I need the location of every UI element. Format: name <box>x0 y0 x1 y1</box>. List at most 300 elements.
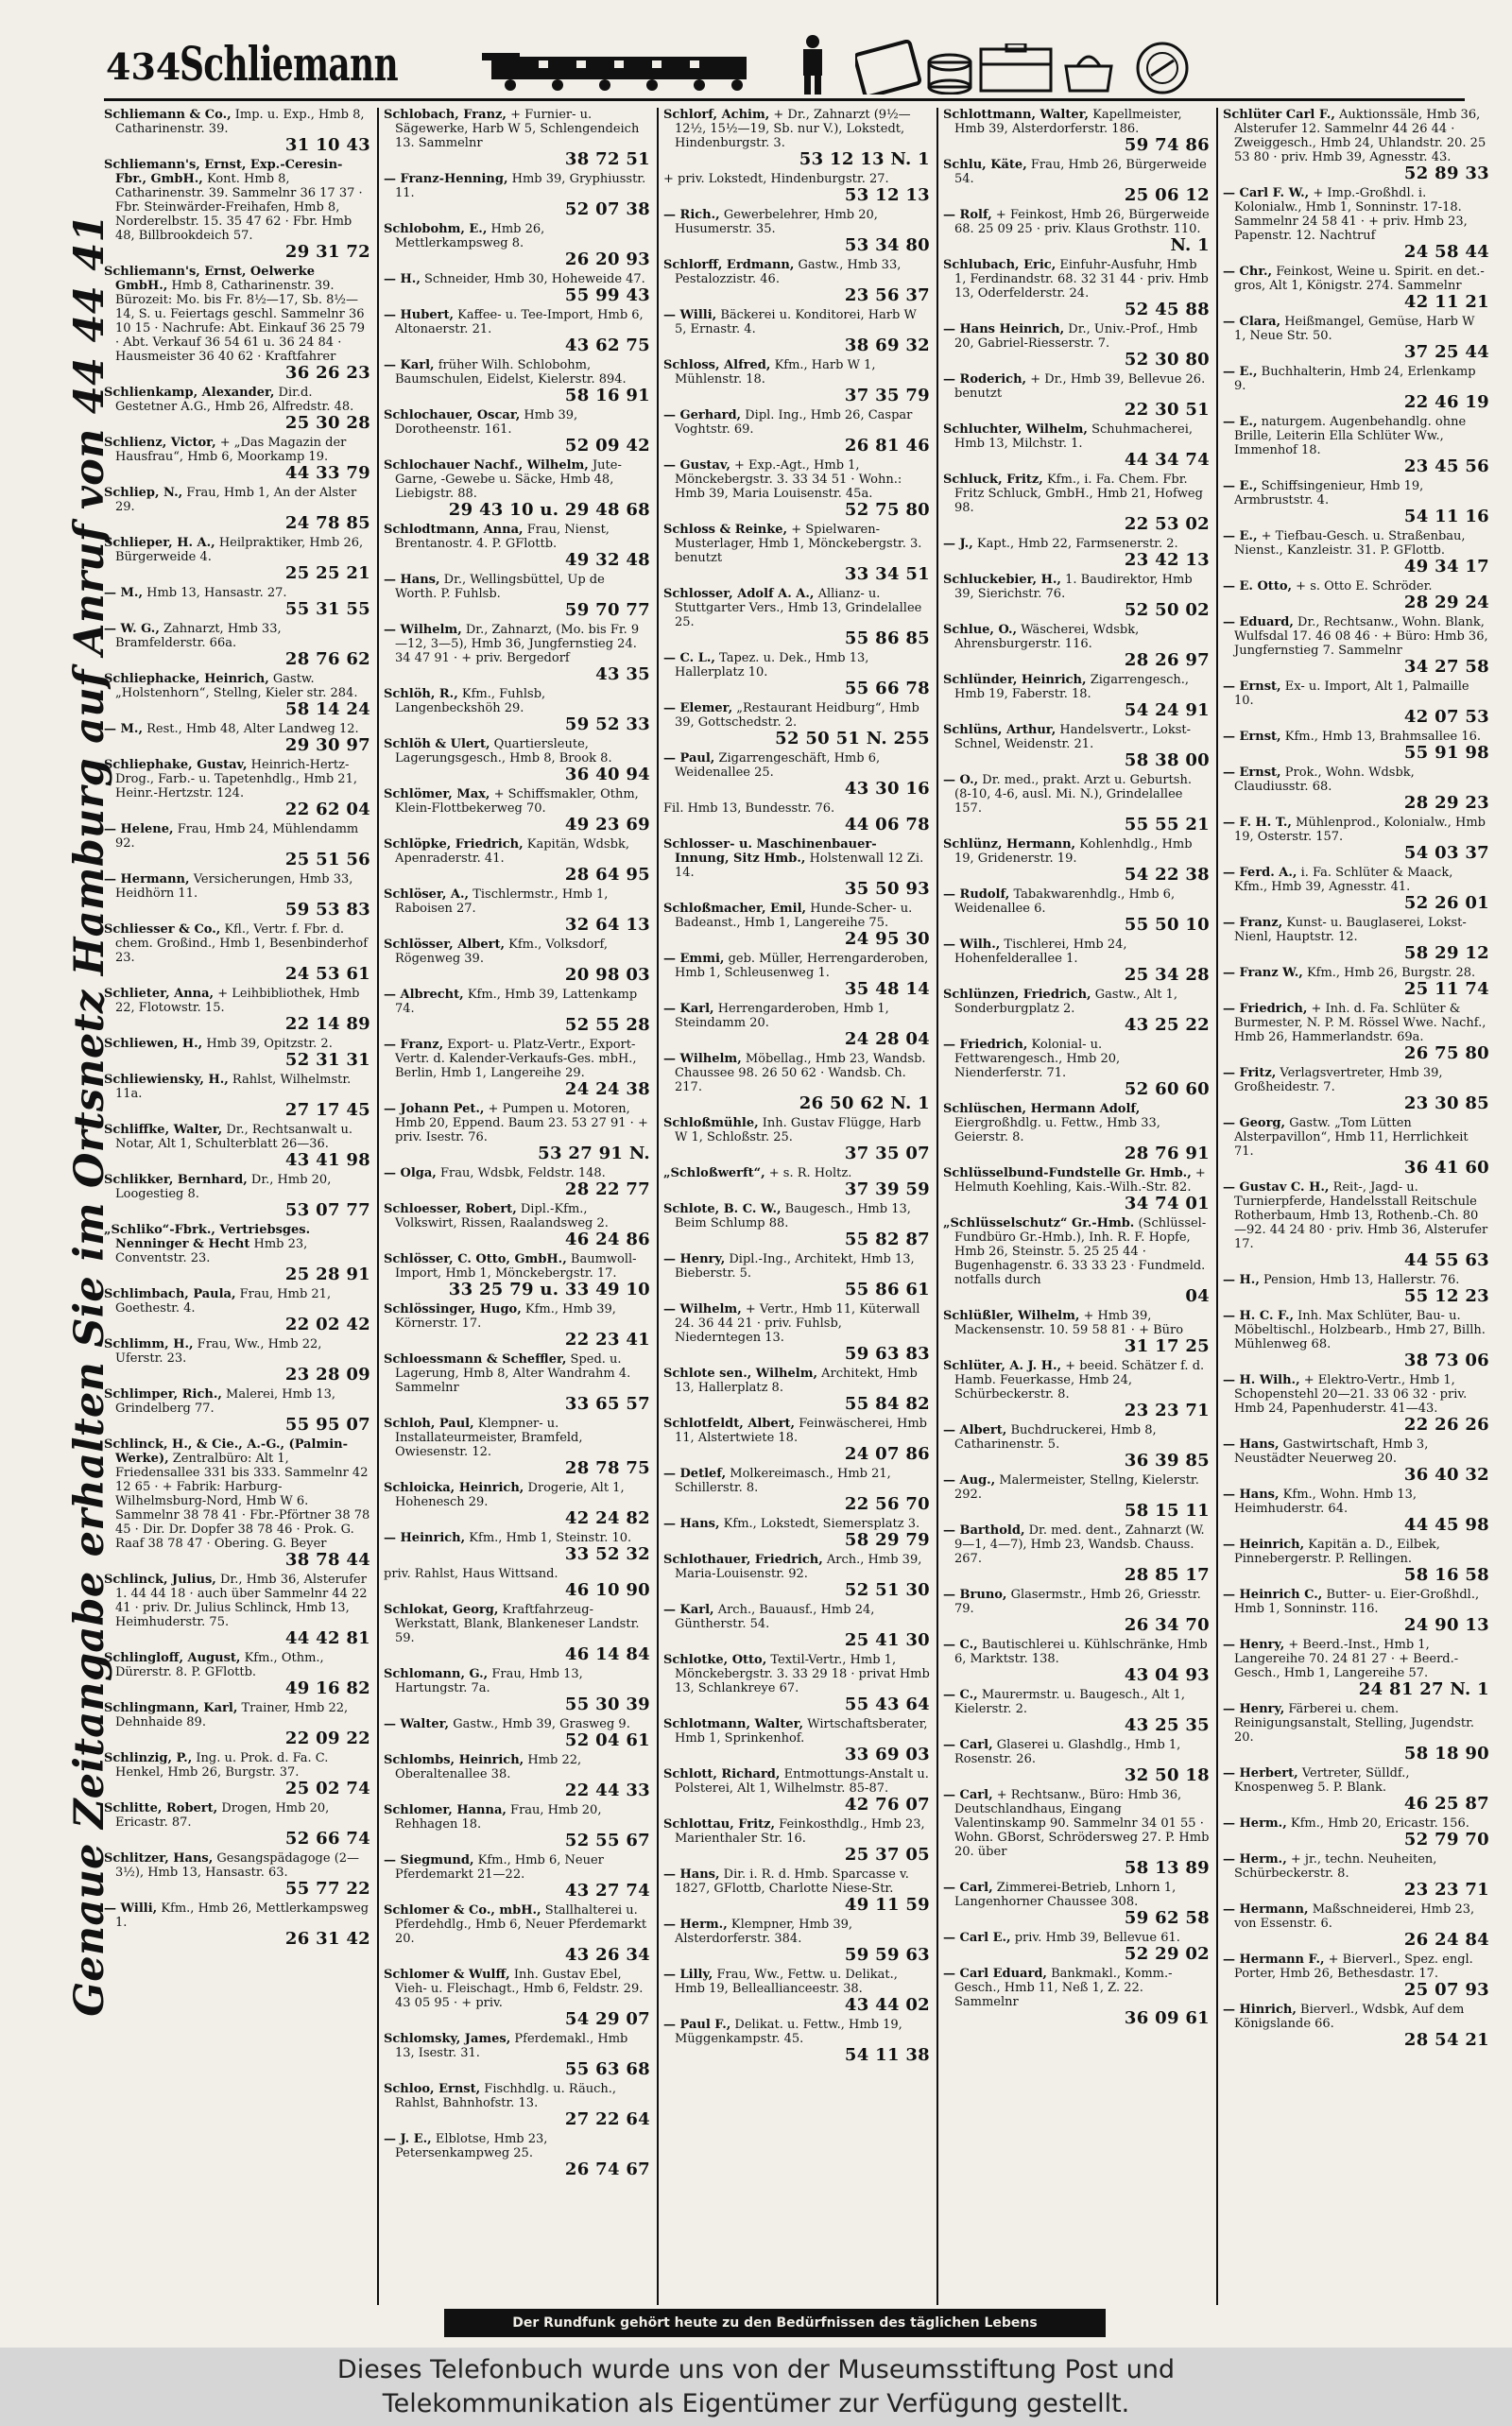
entry-name: — Hans, <box>1223 1488 1280 1502</box>
entry-detail: + Furnier- u. Sägewerke, Harb W 5, Schlengendeich 13. Sammelnr <box>395 108 640 150</box>
entry-detail: Dipl.-Kfm., Volkswirt, Rissen, Raalandsweg 2. <box>395 1202 609 1230</box>
entry-phone-number: 28 54 21 <box>1403 2030 1489 2050</box>
directory-entry <box>943 1688 1210 1735</box>
entry-name: — Georg, <box>1223 1116 1286 1130</box>
entry-phone-number: 53 12 13 N. 1 <box>799 149 930 169</box>
entry-name: — Heinrich, <box>1223 1538 1305 1552</box>
entry-phone-number: 29 30 97 <box>284 735 370 755</box>
entry-name: — Bruno, <box>943 1588 1007 1602</box>
entry-phone-number: 43 44 02 <box>844 1995 930 2015</box>
entry-name: Schlünz, Hermann, <box>943 837 1076 852</box>
directory-entry <box>384 2132 650 2179</box>
entry-name: „Schlüsselschutz“ Gr.-Hmb. <box>943 1216 1135 1230</box>
directory-entry <box>104 108 370 155</box>
entry-phone-number: 20 98 03 <box>564 965 650 985</box>
directory-entry <box>104 1437 370 1570</box>
entry-name: Schlosser- u. Maschinenbauer-Innung, Sitz Hmb., <box>663 837 877 866</box>
directory-entry <box>1223 1766 1489 1814</box>
entry-phone-number: 23 45 56 <box>1403 456 1489 476</box>
entry-phone-number: 52 51 30 <box>844 1580 930 1600</box>
entry-detail: Trainer, Hmb 22, Dehnhaide 89. <box>115 1701 349 1729</box>
entry-name: Schlikker, Bernhard, <box>104 1173 248 1187</box>
handbag-icon <box>1060 47 1117 95</box>
entry-name: — Emmi, <box>663 952 725 966</box>
entry-detail: Inh. Max Schlüter, Bau- u. Möbeltischl., Holzbearb., Hmb 27, Billh. Mühlenweg 68. <box>1234 1309 1486 1351</box>
directory-column <box>104 108 370 2305</box>
entry-detail: Kohlenhdlg., Hmb 19, Gridenerstr. 19. <box>954 837 1193 866</box>
directory-entry <box>663 1517 930 1550</box>
entry-name: — Willi, <box>104 1901 158 1916</box>
entry-phone-number: 54 22 38 <box>1124 865 1210 885</box>
directory-entry <box>663 358 930 405</box>
entry-name: — M., <box>104 586 143 600</box>
directory-entry <box>384 787 650 834</box>
entry-detail: Arch., Hmb 39, Maria-Louisenstr. 92. <box>675 1553 922 1581</box>
entry-detail: + Dr., Zahnarzt (9½—12½, 15½—19, Sb. nur V.), Lokstedt, Hindenburgstr. 3. <box>675 108 911 150</box>
directory-entry <box>384 1567 650 1600</box>
entry-phone-number: 43 62 75 <box>564 336 650 355</box>
entry-name: Schlombs, Heinrich, <box>384 1753 524 1767</box>
directory-column <box>1223 108 1489 2305</box>
entry-detail: Hunde-Scher- u. Badeanst., Hmb 1, Langereihe 75. <box>675 902 913 930</box>
directory-entry <box>104 872 370 920</box>
entry-phone-number: 59 59 63 <box>844 1945 930 1965</box>
entry-detail: Kfm., Hmb 1, Steinstr. 10. <box>469 1531 632 1545</box>
entry-detail: Malermeister, Stellng, Kielerstr. 292. <box>954 1473 1199 1502</box>
entry-phone-number: 25 30 28 <box>284 413 370 433</box>
directory-entry <box>384 1102 650 1163</box>
entry-name: — Wilhelm, <box>663 1302 742 1316</box>
entry-phone-number: 55 84 82 <box>844 1394 930 1414</box>
entry-name: Schloss & Reinke, <box>663 523 788 537</box>
entry-name: — C., <box>943 1638 978 1652</box>
entry-name: Schlüschen, Hermann Adolf, <box>943 1102 1141 1116</box>
directory-entry <box>104 1651 370 1698</box>
entry-name: — Ernst, <box>1223 680 1281 694</box>
entry-name: Schlösser, Albert, <box>384 938 505 952</box>
directory-entry <box>1223 1180 1489 1270</box>
entry-detail: Baumwoll-Import, Hmb 1, Mönckebergstr. 17. <box>395 1252 637 1281</box>
directory-entry <box>943 208 1210 255</box>
directory-entry <box>384 1038 650 1099</box>
entry-phone-number: 42 11 21 <box>1403 292 1489 312</box>
entry-name: — Herm., <box>1223 1816 1287 1831</box>
entry-phone-number: 55 63 68 <box>564 2059 650 2079</box>
entry-name: — Hans, <box>384 573 440 587</box>
entry-name: Schluchter, Wilhelm, <box>943 422 1088 437</box>
entry-detail: + Inh. d. Fa. Schlüter & Burmester, N. P. M. Rössel Wwe. Nachf., Hmb 26, Hammerlandstr. 69a. <box>1234 1002 1486 1044</box>
directory-entry <box>943 473 1210 534</box>
entry-detail: Dr., Wellingsbüttel, Up de Worth. P. Fuhlsb. <box>395 573 605 601</box>
directory-entry <box>104 1073 370 1120</box>
entry-phone-number: 55 86 85 <box>844 628 930 648</box>
entry-phone-number: 26 34 70 <box>1124 1615 1210 1635</box>
entry-phone-number: 32 50 18 <box>1124 1765 1210 1785</box>
entry-name: Schlienz, Victor, <box>104 436 216 450</box>
directory-column <box>384 108 650 2305</box>
entry-detail: Dr., Univ.-Prof., Hmb 20, Gabriel-Riesserstr. 7. <box>954 322 1198 351</box>
directory-entry <box>384 108 650 169</box>
directory-entry <box>384 458 650 520</box>
entry-phone-number: 59 53 83 <box>284 900 370 920</box>
entry-name: — Friedrich, <box>1223 1002 1308 1016</box>
entry-name: Schlothauer, Friedrich, <box>663 1553 823 1567</box>
directory-entry <box>943 258 1210 319</box>
entry-phone-number: 22 23 41 <box>564 1330 650 1350</box>
entry-detail: Export- u. Platz-Vertr., Export-Vertr. d. Kalender-Verkaufs-Ges. mbH., Berlin, Hmb 1, Langereihe 29. <box>395 1038 637 1080</box>
entry-name: — Heinrich, <box>384 1531 466 1545</box>
entry-name: — E., <box>1223 415 1258 429</box>
entry-phone-number: 28 76 91 <box>1124 1144 1210 1163</box>
entry-phone-number: 25 51 56 <box>284 850 370 869</box>
entry-name: Schlüns, Arthur, <box>943 723 1057 737</box>
entry-phone-number: 55 95 07 <box>284 1415 370 1435</box>
directory-entry <box>104 758 370 819</box>
directory-entry <box>384 222 650 269</box>
entry-name: Schlimm, H., <box>104 1337 194 1351</box>
entry-phone-number: 34 27 58 <box>1403 657 1489 677</box>
entry-phone-number: 22 26 26 <box>1403 1415 1489 1435</box>
entry-detail: Inh. Gustav Flügge, Harb W 1, Schloßstr. 25. <box>675 1116 921 1144</box>
directory-entry <box>104 486 370 533</box>
entry-phone-number: 25 07 93 <box>1403 1980 1489 2000</box>
entry-phone-number: 52 55 28 <box>564 1015 650 1035</box>
entry-detail: Elblotse, Hmb 23, Petersenkampweg 25. <box>395 2132 548 2160</box>
entry-phone-number: 52 89 33 <box>1403 163 1489 183</box>
directory-entry <box>1223 415 1489 476</box>
entry-phone-number: 29 31 72 <box>284 242 370 262</box>
entry-name: — Wilhelm, <box>384 623 462 637</box>
entry-name: Schloßmacher, Emil, <box>663 902 807 916</box>
entry-phone-number: 43 25 35 <box>1124 1715 1210 1735</box>
entry-phone-number: 38 73 06 <box>1403 1351 1489 1370</box>
entry-phone-number: 59 70 77 <box>564 600 650 620</box>
entry-phone-number: 24 81 27 N. 1 <box>1358 1679 1489 1699</box>
directory-entry <box>1223 186 1489 262</box>
entry-detail: Kfm., Hmb 26, Mettlerkampsweg 1. <box>115 1901 369 1930</box>
entry-phone-number: 26 81 46 <box>844 436 930 456</box>
entry-detail: Rest., Hmb 48, Alter Landweg 12. <box>146 722 359 736</box>
entry-name: Schlokat, Georg, <box>384 1603 499 1617</box>
entry-name: — Gustav, <box>663 458 730 473</box>
entry-detail: Dr. med. dent., Zahnarzt (W. 9—1, 4—7), Hmb 23, Wandsb. Chauss. 267. <box>954 1523 1205 1566</box>
entry-phone-number: 27 17 45 <box>284 1100 370 1120</box>
entry-name: — H., <box>1223 1273 1260 1287</box>
entry-name: — Albert, <box>943 1423 1007 1437</box>
directory-entry <box>104 1123 370 1170</box>
entry-name: Schlöpke, Friedrich, <box>384 837 524 852</box>
entry-name: — Wilh., <box>943 938 1001 952</box>
entry-name: Schlomer, Hanna, <box>384 1803 507 1817</box>
entry-phone-number: 55 66 78 <box>844 679 930 698</box>
entry-detail: Jute-Garne, -Gewebe u. Säcke, Hmb 48, Liebigstr. 88. <box>395 458 622 501</box>
entry-phone-number: 26 24 84 <box>1403 1930 1489 1950</box>
entry-detail: Holstenwall 12 Zi. 14. <box>675 852 924 880</box>
directory-entry <box>104 1337 370 1385</box>
entry-name: — Friedrich, <box>943 1038 1028 1052</box>
entry-detail: Färberei u. chem. Reinigungsanstalt, Stelling, Jugendstr. 20. <box>1234 1702 1475 1745</box>
entry-detail: Dir.d. Gestetner A.G., Hmb 26, Alfredstr. 48. <box>115 386 354 414</box>
directory-entry <box>384 272 650 305</box>
entry-name: Schlünzen, Friedrich, <box>943 988 1091 1002</box>
entry-phone-number: 29 43 10 u. 29 48 68 <box>448 500 650 520</box>
entry-detail: Hmb 26, Mettlerkampsweg 8. <box>395 222 545 250</box>
directory-entry <box>663 1252 930 1299</box>
directory-entry <box>1223 1116 1489 1178</box>
page-header <box>104 28 1465 104</box>
directory-entry <box>104 1801 370 1849</box>
entry-phone-number: 52 31 31 <box>284 1050 370 1070</box>
entry-detail: Hmb 22, Oberaltenallee 38. <box>395 1753 582 1781</box>
directory-entry <box>104 1751 370 1798</box>
directory-entry <box>943 623 1210 670</box>
entry-phone-number: 58 14 24 <box>284 699 370 719</box>
directory-entry <box>663 1166 930 1199</box>
entry-phone-number: 31 17 25 <box>1124 1336 1210 1356</box>
entry-phone-number: 37 35 07 <box>844 1144 930 1163</box>
entry-name: — Roderich, <box>943 372 1027 387</box>
entry-detail: + s. Otto E. Schröder. <box>1296 579 1433 594</box>
entry-phone-number: 55 77 22 <box>284 1879 370 1899</box>
directory-entry <box>384 2082 650 2129</box>
entry-phone-number: 22 46 19 <box>1403 392 1489 412</box>
entry-phone-number: 43 25 22 <box>1124 1015 1210 1035</box>
entry-detail: Reit-, Jagd- u. Turnierpferde, Handelsstall Reitschule Rotherbaum, Hmb 13, Rothenb.-Ch. 80—92. 44 24 80 · priv. Hmb 36, Alsterufer 17. <box>1234 1180 1488 1251</box>
entry-detail: Frau, Hmb 13, Hartungstr. 7a. <box>395 1667 583 1695</box>
directory-entry <box>1223 2003 1489 2050</box>
entry-name: — H., <box>384 272 421 286</box>
entry-name: — Rudolf, <box>943 887 1010 902</box>
entry-phone-number: 24 78 85 <box>284 513 370 533</box>
directory-entry <box>104 586 370 619</box>
entry-phone-number: 25 37 05 <box>844 1845 930 1865</box>
column-rule <box>377 108 379 2305</box>
entry-name: Schlote, B. C. W., <box>663 1202 782 1216</box>
entry-name: — Ernst, <box>1223 766 1281 780</box>
entry-name: Schlomsky, James, <box>384 2032 511 2046</box>
entry-name: Schloh, Paul, <box>384 1417 474 1431</box>
entry-detail: Heinrich-Hertz-Drog., Farb.- u. Tapetenhdlg., Hmb 21, Heinr.-Hertzstr. 124. <box>115 758 357 800</box>
directory-entry <box>104 265 370 383</box>
entry-phone-number: 22 30 51 <box>1124 400 1210 420</box>
entry-name: Schliemann's, Ernst, Oelwerke GmbH., <box>104 265 316 293</box>
entry-phone-number: 23 42 13 <box>1124 550 1210 570</box>
entry-name: Schlienkamp, Alexander, <box>104 386 275 400</box>
entry-phone-number: 55 12 23 <box>1403 1286 1489 1306</box>
entry-detail: Buchhalterin, Hmb 24, Erlenkamp 9. <box>1234 365 1476 393</box>
entry-detail: Dr., Rechtsanwalt u. Notar, Alt 1, Schulterblatt 26—36. <box>115 1123 352 1151</box>
entry-detail: Dr., Rechtsanw., Wohn. Blank, Wulfsdal 17. 46 08 46 · + Büro: Hmb 36, Jungfernstieg 7. Sammelnr <box>1234 615 1488 658</box>
directory-entry <box>384 1352 650 1414</box>
directory-entry <box>663 1467 930 1514</box>
directory-entry <box>384 308 650 355</box>
entry-detail: Kont. Hmb 8, Catharinenstr. 39. Sammelnr 36 17 37 · Fbr. Steinwärder-Freihafen, Hmb 8, Norderelbstr. 15. 35 47 62 · Fbr. Hmb 48, Billbrookdeich 57. <box>115 172 363 243</box>
entry-detail: Feinkost, Weine u. Spirit. en det.-gros, Alt 1, Königstr. 274. Sammelnr <box>1234 265 1485 293</box>
entry-name: — M., <box>104 722 143 736</box>
entry-detail: Eiergroßhdlg. u. Fettw., Hmb 33, Geierstr. 8. <box>954 1116 1160 1144</box>
directory-entry <box>663 902 930 949</box>
entry-phone-number: 36 41 60 <box>1403 1158 1489 1178</box>
entry-detail: Gastw., Hmb 33, Pestalozzistr. 46. <box>675 258 902 286</box>
directory-entry <box>943 887 1210 935</box>
directory-entry <box>943 1038 1210 1099</box>
entry-phone-number: 55 30 39 <box>564 1695 650 1714</box>
entry-detail: Prok., Wohn. Wdsbk, Claudiusstr. 68. <box>1234 766 1415 794</box>
entry-name: — Franz, <box>1223 916 1283 930</box>
entry-detail: Tapez. u. Dek., Hmb 13, Hallerplatz 10. <box>675 651 869 680</box>
entry-name: — Karl, <box>384 358 435 372</box>
directory-entry <box>663 837 930 899</box>
entry-detail: Einfuhr-Ausfuhr, Hmb 1, Ferdinandstr. 68. 32 31 44 · priv. Hmb 13, Oderfelderstr. 24. <box>954 258 1209 301</box>
entry-phone-number: 28 29 24 <box>1403 593 1489 612</box>
entry-detail: Kfm., Wohn. Hmb 13, Heimhuderstr. 64. <box>1234 1488 1418 1516</box>
entry-phone-number: 52 75 80 <box>844 500 930 520</box>
entry-detail: Buchdruckerei, Hmb 8, Catharinenstr. 5. <box>954 1423 1157 1452</box>
entry-phone-number: 52 04 61 <box>564 1730 650 1750</box>
entry-name: — Henry, <box>1223 1702 1285 1716</box>
entry-name: — E., <box>1223 529 1258 543</box>
entry-detail: + „Das Magazin der Hausfrau“, Hmb 6, Moorkamp 19. <box>115 436 347 464</box>
entry-phone-number: 54 11 38 <box>844 2045 930 2065</box>
entry-detail: Dir. i. R. d. Hmb. Sparcasse v. 1827, GFlottb, Charlotte Niese-Str. <box>675 1867 909 1896</box>
entry-detail: Hmb 8, Catharinenstr. 39. Bürozeit: Mo. bis Fr. 8½—17, Sb. 8½—14, S. u. Feiertags geschl. Sammelnr 36 10 15 · Nachrufe: Abt. Einkauf 36 25 79 · Abt. Verkauf 36 54 61 u. 36 24 84 · Hausmeister 36 40 62 · Kraftfahrer <box>115 279 366 364</box>
hatbox-icon <box>926 53 973 95</box>
directory-entry <box>1223 680 1489 727</box>
entry-name: Schlüter, A. J. H., <box>943 1359 1062 1373</box>
running-head: Schliemann <box>180 36 398 92</box>
entry-phone-number: 25 06 12 <box>1124 185 1210 205</box>
page-number: 434 <box>106 45 181 88</box>
entry-phone-number: 49 11 59 <box>844 1895 930 1915</box>
entry-detail: Gewerbelehrer, Hmb 20, Husumerstr. 35. <box>675 208 878 236</box>
directory-entry <box>943 1788 1210 1878</box>
entry-name: „Schliko“-Fbrk., Vertriebsges. Nenninger & Hecht <box>104 1223 311 1251</box>
entry-detail: Tabakwarenhdlg., Hmb 6, Weidenallee 6. <box>954 887 1176 916</box>
entry-phone-number: 23 23 71 <box>1124 1401 1210 1420</box>
entry-detail: Allianz- u. Stuttgarter Vers., Hmb 13, Grindelallee 25. <box>675 587 922 629</box>
directory-entry <box>1223 365 1489 412</box>
entry-phone-number: 58 29 79 <box>844 1530 930 1550</box>
entry-name: Schlösser, C. Otto, GmbH., <box>384 1252 567 1266</box>
entry-name: — Paul F., <box>663 2018 731 2032</box>
entry-detail: Kfm., Hmb 39, Lattenkamp 74. <box>395 988 638 1016</box>
entry-detail: + Rechtsanw., Büro: Hmb 36, Deutschlandhaus, Eingang Valentinskamp 90. Sammelnr 34 01 55 · Wohn. GBorst, Schrödersweg 27. P. Hmb 20. über <box>954 1788 1210 1859</box>
directory-entry <box>943 537 1210 570</box>
entry-name: Schlieper, H. A., <box>104 536 215 550</box>
entry-name: — Carl F. W., <box>1223 186 1310 200</box>
directory-entry <box>943 1638 1210 1685</box>
entry-phone-number: 33 25 79 u. 33 49 10 <box>448 1280 650 1299</box>
directory-entry <box>663 1603 930 1650</box>
entry-phone-number: 23 56 37 <box>844 285 930 305</box>
entry-phone-number: 46 24 86 <box>564 1230 650 1249</box>
entry-detail: + priv. Lokstedt, Hindenburgstr. 27. <box>663 172 889 186</box>
directory-entry <box>943 372 1210 420</box>
entry-detail: Drogerie, Alt 1, Hohenesch 29. <box>395 1481 625 1509</box>
directory-entry <box>384 573 650 620</box>
directory-entry <box>943 1102 1210 1163</box>
entry-phone-number: 55 55 21 <box>1124 815 1210 834</box>
entry-detail: Butter- u. Eier-Großhdl., Hmb 1, Sonninstr. 116. <box>1234 1588 1480 1616</box>
entry-detail: Dr. med., prakt. Arzt u. Geburtsh. (8-10, 4-6, ausl. Mi. N.), Grindelallee 157. <box>954 773 1192 816</box>
entry-name: — Rolf, <box>943 208 992 222</box>
entry-phone-number: 26 74 67 <box>564 2159 650 2179</box>
directory-entry <box>1223 108 1489 183</box>
directory-entry <box>104 1173 370 1220</box>
entry-detail: Schuhmacherei, Hmb 13, Milchstr. 1. <box>954 422 1194 451</box>
entry-name: — Olga, <box>384 1166 437 1180</box>
entry-detail: Frau, Hmb 1, An der Alster 29. <box>115 486 357 514</box>
entry-detail: Bäckerei u. Konditorei, Harb W 5, Ernastr. 4. <box>675 308 917 336</box>
entry-phone-number: 24 53 61 <box>284 964 370 984</box>
entry-detail: Kfm., Lokstedt, Siemersplatz 3. <box>723 1517 920 1531</box>
entry-name: — Hermann F., <box>1223 1953 1325 1967</box>
entry-phone-number: 28 29 23 <box>1403 793 1489 813</box>
entry-detail: 1. Baudirektor, Hmb 39, Sierichstr. 76. <box>954 573 1193 601</box>
entry-name: — Herm., <box>1223 1852 1287 1867</box>
directory-entry <box>943 158 1210 205</box>
directory-entry <box>104 1287 370 1334</box>
entry-detail: Kfm., Hmb 26, Burgstr. 28. <box>1306 966 1476 980</box>
directory-entry <box>384 1202 650 1249</box>
entry-name: Schliewen, H., <box>104 1037 203 1051</box>
entry-name: Schlubach, Eric, <box>943 258 1057 272</box>
directory-entry <box>104 922 370 984</box>
entry-detail: + Bierverl., Spez. engl. Porter, Hmb 26, Bethesdastr. 17. <box>1234 1953 1473 1981</box>
directory-column <box>943 108 1210 2305</box>
entry-phone-number: 23 23 71 <box>1403 1880 1489 1900</box>
entry-phone-number: 55 99 43 <box>564 285 650 305</box>
entry-name: — Franz, <box>384 1038 444 1052</box>
entry-phone-number: 33 34 51 <box>844 564 930 584</box>
entry-name: Schlottmann, Walter, <box>943 108 1090 122</box>
entry-detail: Maurermstr. u. Baugesch., Alt 1, Kielerstr. 2. <box>954 1688 1186 1716</box>
directory-entry <box>943 1881 1210 1928</box>
entry-phone-number: 59 52 33 <box>564 714 650 734</box>
entry-phone-number: 54 11 16 <box>1403 507 1489 526</box>
entry-detail: Gastw., Alt 1, Sonderburgplatz 2. <box>954 988 1178 1016</box>
directory-columns <box>104 108 1489 2310</box>
directory-entry <box>384 837 650 885</box>
entry-phone-number: 42 76 07 <box>844 1795 930 1815</box>
entry-name: Schlingmann, Karl, <box>104 1701 238 1715</box>
entry-detail: Glaserei u. Glashdlg., Hmb 1, Rosenstr. 26. <box>954 1738 1181 1766</box>
entry-detail: Kfm., Harb W 1, Mühlenstr. 18. <box>675 358 876 387</box>
directory-entry <box>663 1002 930 1049</box>
directory-entry <box>104 672 370 719</box>
entry-detail: + Imp.-Großhdl. i. Kolonialw., Hmb 1, Sonninstr. 17-18. Sammelnr 24 58 41 · + priv. Hmb 23, Papenstr. 12. Nachtruf <box>1234 186 1468 243</box>
entry-detail: Gastwirtschaft, Hmb 3, Neustädter Neuerweg 20. <box>1234 1437 1429 1466</box>
entry-phone-number: 33 65 57 <box>564 1394 650 1414</box>
entry-detail: Klempner, Hmb 39, Alsterdorferstr. 384. <box>675 1918 853 1946</box>
entry-detail: + Helmuth Koehling, Kais.-Wilh.-Str. 82. <box>954 1166 1206 1195</box>
entry-name: — Franz W., <box>1223 966 1303 980</box>
entry-detail: + Schiffsmakler, Othm, Klein-Flottbekerweg 70. <box>395 787 639 816</box>
entry-detail: Frau, Ww., Fettw. u. Delikat., Hmb 19, Belleallianceestr. 38. <box>675 1968 898 1996</box>
directory-entry <box>1223 966 1489 999</box>
directory-entry <box>663 952 930 999</box>
entry-phone-number: 52 50 02 <box>1124 600 1210 620</box>
directory-entry <box>663 1968 930 2015</box>
entry-phone-number: 22 62 04 <box>284 800 370 819</box>
entry-name: Schlotke, Otto, <box>663 1653 767 1667</box>
directory-entry <box>663 1052 930 1113</box>
entry-detail: + Feinkost, Hmb 26, Bürgerweide 68. 25 09 25 · priv. Klaus Grothstr. 110. <box>954 208 1210 236</box>
directory-entry <box>384 988 650 1035</box>
directory-entry <box>1223 1066 1489 1113</box>
entry-phone-number: 28 26 97 <box>1124 650 1210 670</box>
directory-entry <box>384 523 650 570</box>
